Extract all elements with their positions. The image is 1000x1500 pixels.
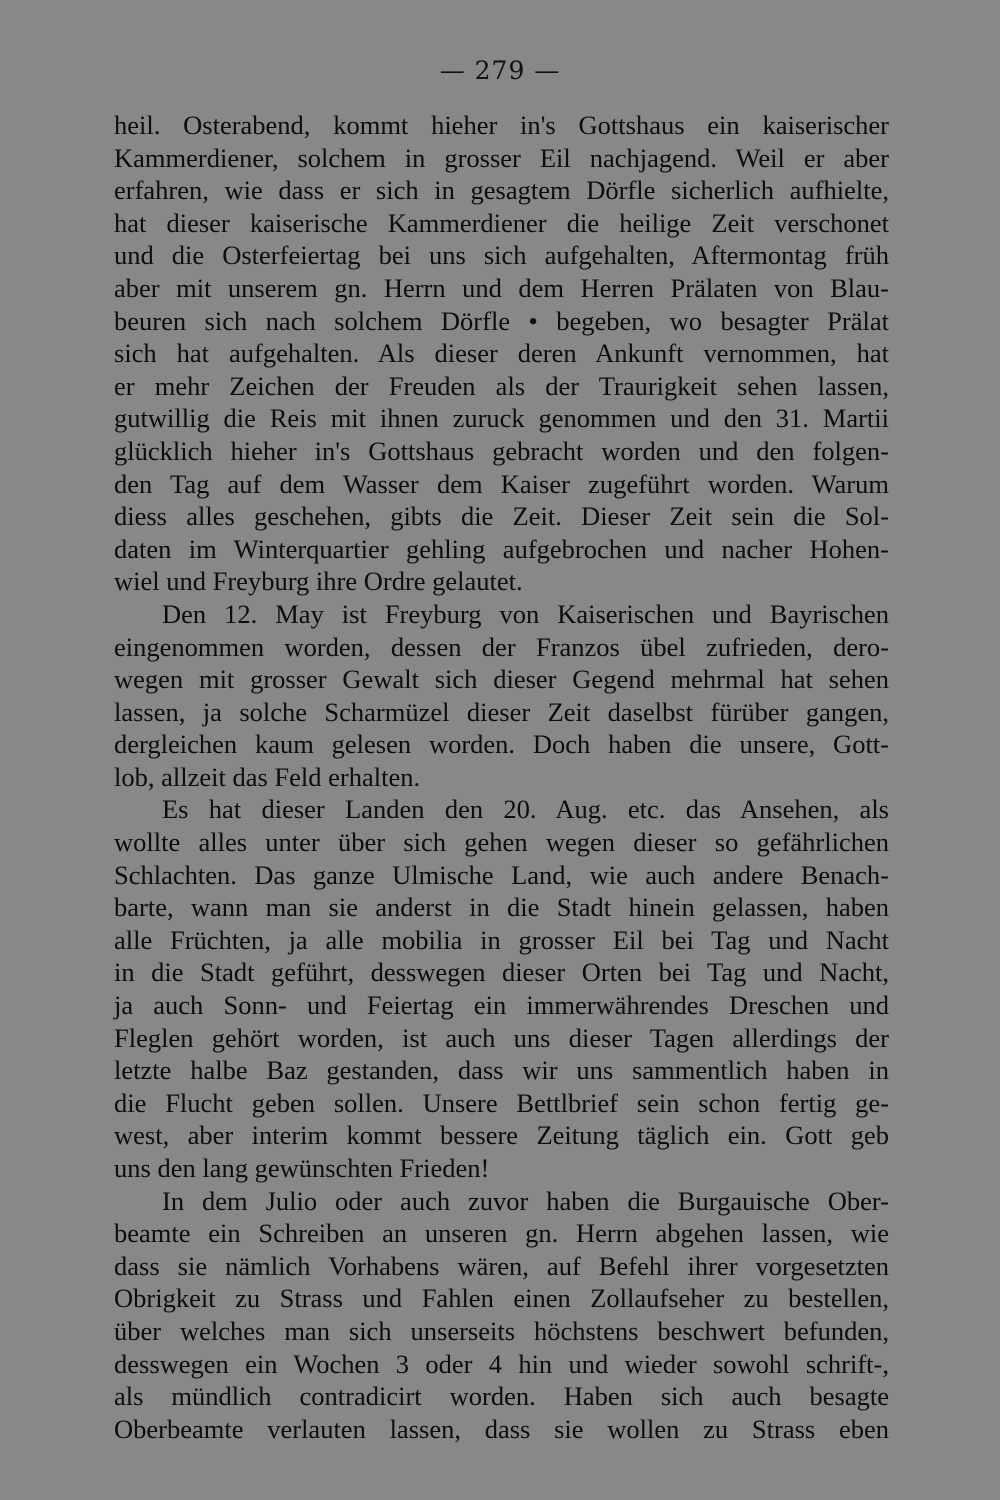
text-line: alle Früchten, ja alle mobilia in grosser Eil bei Tag und Nacht — [114, 924, 889, 955]
text-line: lob, allzeit das Feld erhalten. — [114, 761, 421, 792]
text-line: beamte ein Schreiben an unseren gn. Herrn abgehen lassen, wie — [114, 1218, 889, 1249]
text-line: lassen, ja solche Scharmüzel dieser Zeit daselbst fürüber gangen, — [114, 696, 889, 727]
text-line: uns den lang gewünschten Frieden! — [114, 1153, 490, 1183]
text-line: Oberbeamte verlauten lassen, dass sie wollen zu Strass eben — [114, 1413, 889, 1444]
text-line: erfahren, wie dass er sich in gesagtem Dörfle sicherlich aufhielte, — [114, 175, 889, 206]
text-line: diess alles geschehen, gibts die Zeit. Dieser Zeit sein die Sol- — [114, 501, 889, 532]
text-line: Fleglen gehört worden, ist auch uns dieser Tagen allerdings der — [114, 1022, 889, 1053]
text-line: als mündlich contradicirt worden. Haben sich auch besagte — [114, 1381, 889, 1412]
text-line: die Flucht geben sollen. Unsere Bettlbrief sein schon fertig ge- — [114, 1087, 889, 1118]
text-line: aber mit unserem gn. Herrn und dem Herren Prälaten von Blau- — [114, 272, 889, 303]
text-line: beuren sich nach solchem Dörfle • begeben, wo besagter Prälat — [114, 305, 889, 336]
text-line: wollte alles unter über sich gehen wegen dieser so gefährlichen — [114, 827, 889, 858]
text-line: dass sie nämlich Vorhabens wären, auf Befehl ihrer vorgesetzten — [114, 1250, 889, 1281]
text-line: wiel und Freyburg ihre Ordre gelautet. — [114, 566, 523, 597]
text-line: über welches man sich unserseits höchstens beschwert befunden, — [114, 1315, 889, 1346]
text-line: hat dieser kaiserische Kammerdiener die heilige Zeit verschonet — [114, 207, 889, 238]
text-line: glücklich hieher in's Gottshaus gebracht worden und den folgen- — [114, 435, 889, 466]
text-line: barte, wann man sie anderst in die Stadt hinein gelassen, haben — [114, 892, 889, 923]
text-line: heil. Osterabend, kommt hieher in's Gottshaus ein kaiserischer — [114, 110, 889, 140]
text-line: eingenommen worden, dessen der Franzos übel zufrieden, dero- — [114, 631, 889, 662]
text-line: ja auch Sonn- und Feiertag ein immerwährendes Dreschen und — [114, 990, 889, 1021]
text-line: wegen mit grosser Gewalt sich dieser Gegend mehrmal hat sehen — [114, 664, 889, 695]
text-line: den Tag auf dem Wasser dem Kaiser zugeführt worden. Warum — [114, 468, 889, 499]
page-number: — 279 — — [439, 56, 561, 85]
body-text — [114, 109, 889, 1445]
text-line: In dem Julio oder auch zuvor haben die Burgauische Ober- — [162, 1185, 889, 1216]
text-line: letzte halbe Baz gestanden, dass wir uns sammentlich haben in — [114, 1055, 889, 1086]
text-line: in die Stadt geführt, desswegen dieser Orten bei Tag und Nacht, — [114, 957, 889, 988]
text-line: dergleichen kaum gelesen worden. Doch haben die unsere, Gott- — [114, 729, 889, 760]
text-line: Den 12. May ist Freyburg von Kaiserischen und Bayrischen — [162, 598, 889, 629]
text-line: desswegen ein Wochen 3 oder 4 hin und wieder sowohl schrift-, — [114, 1348, 889, 1379]
text-line: Obrigkeit zu Strass und Fahlen einen Zollaufseher zu bestellen, — [114, 1283, 889, 1314]
text-line: Kammerdiener, solchem in grosser Eil nachjagend. Weil er aber — [114, 142, 889, 173]
text-line: er mehr Zeichen der Freuden als der Traurigkeit sehen lassen, — [114, 370, 889, 401]
text-line: daten im Winterquartier gehling aufgebrochen und nacher Hohen- — [114, 533, 889, 564]
text-line: sich hat aufgehalten. Als dieser deren Ankunft vernommen, hat — [114, 338, 889, 369]
text-line: gutwillig die Reis mit ihnen zuruck genommen und den 31. Martii — [114, 403, 889, 434]
text-line: und die Osterfeiertag bei uns sich aufgehalten, Aftermontag früh — [114, 240, 889, 271]
text-line: Es hat dieser Landen den 20. Aug. etc. das Ansehen, als — [162, 794, 889, 825]
text-line: west, aber interim kommt bessere Zeitung täglich ein. Gott geb — [114, 1120, 889, 1151]
text-line: Schlachten. Das ganze Ulmische Land, wie auch andere Benach- — [114, 859, 889, 890]
